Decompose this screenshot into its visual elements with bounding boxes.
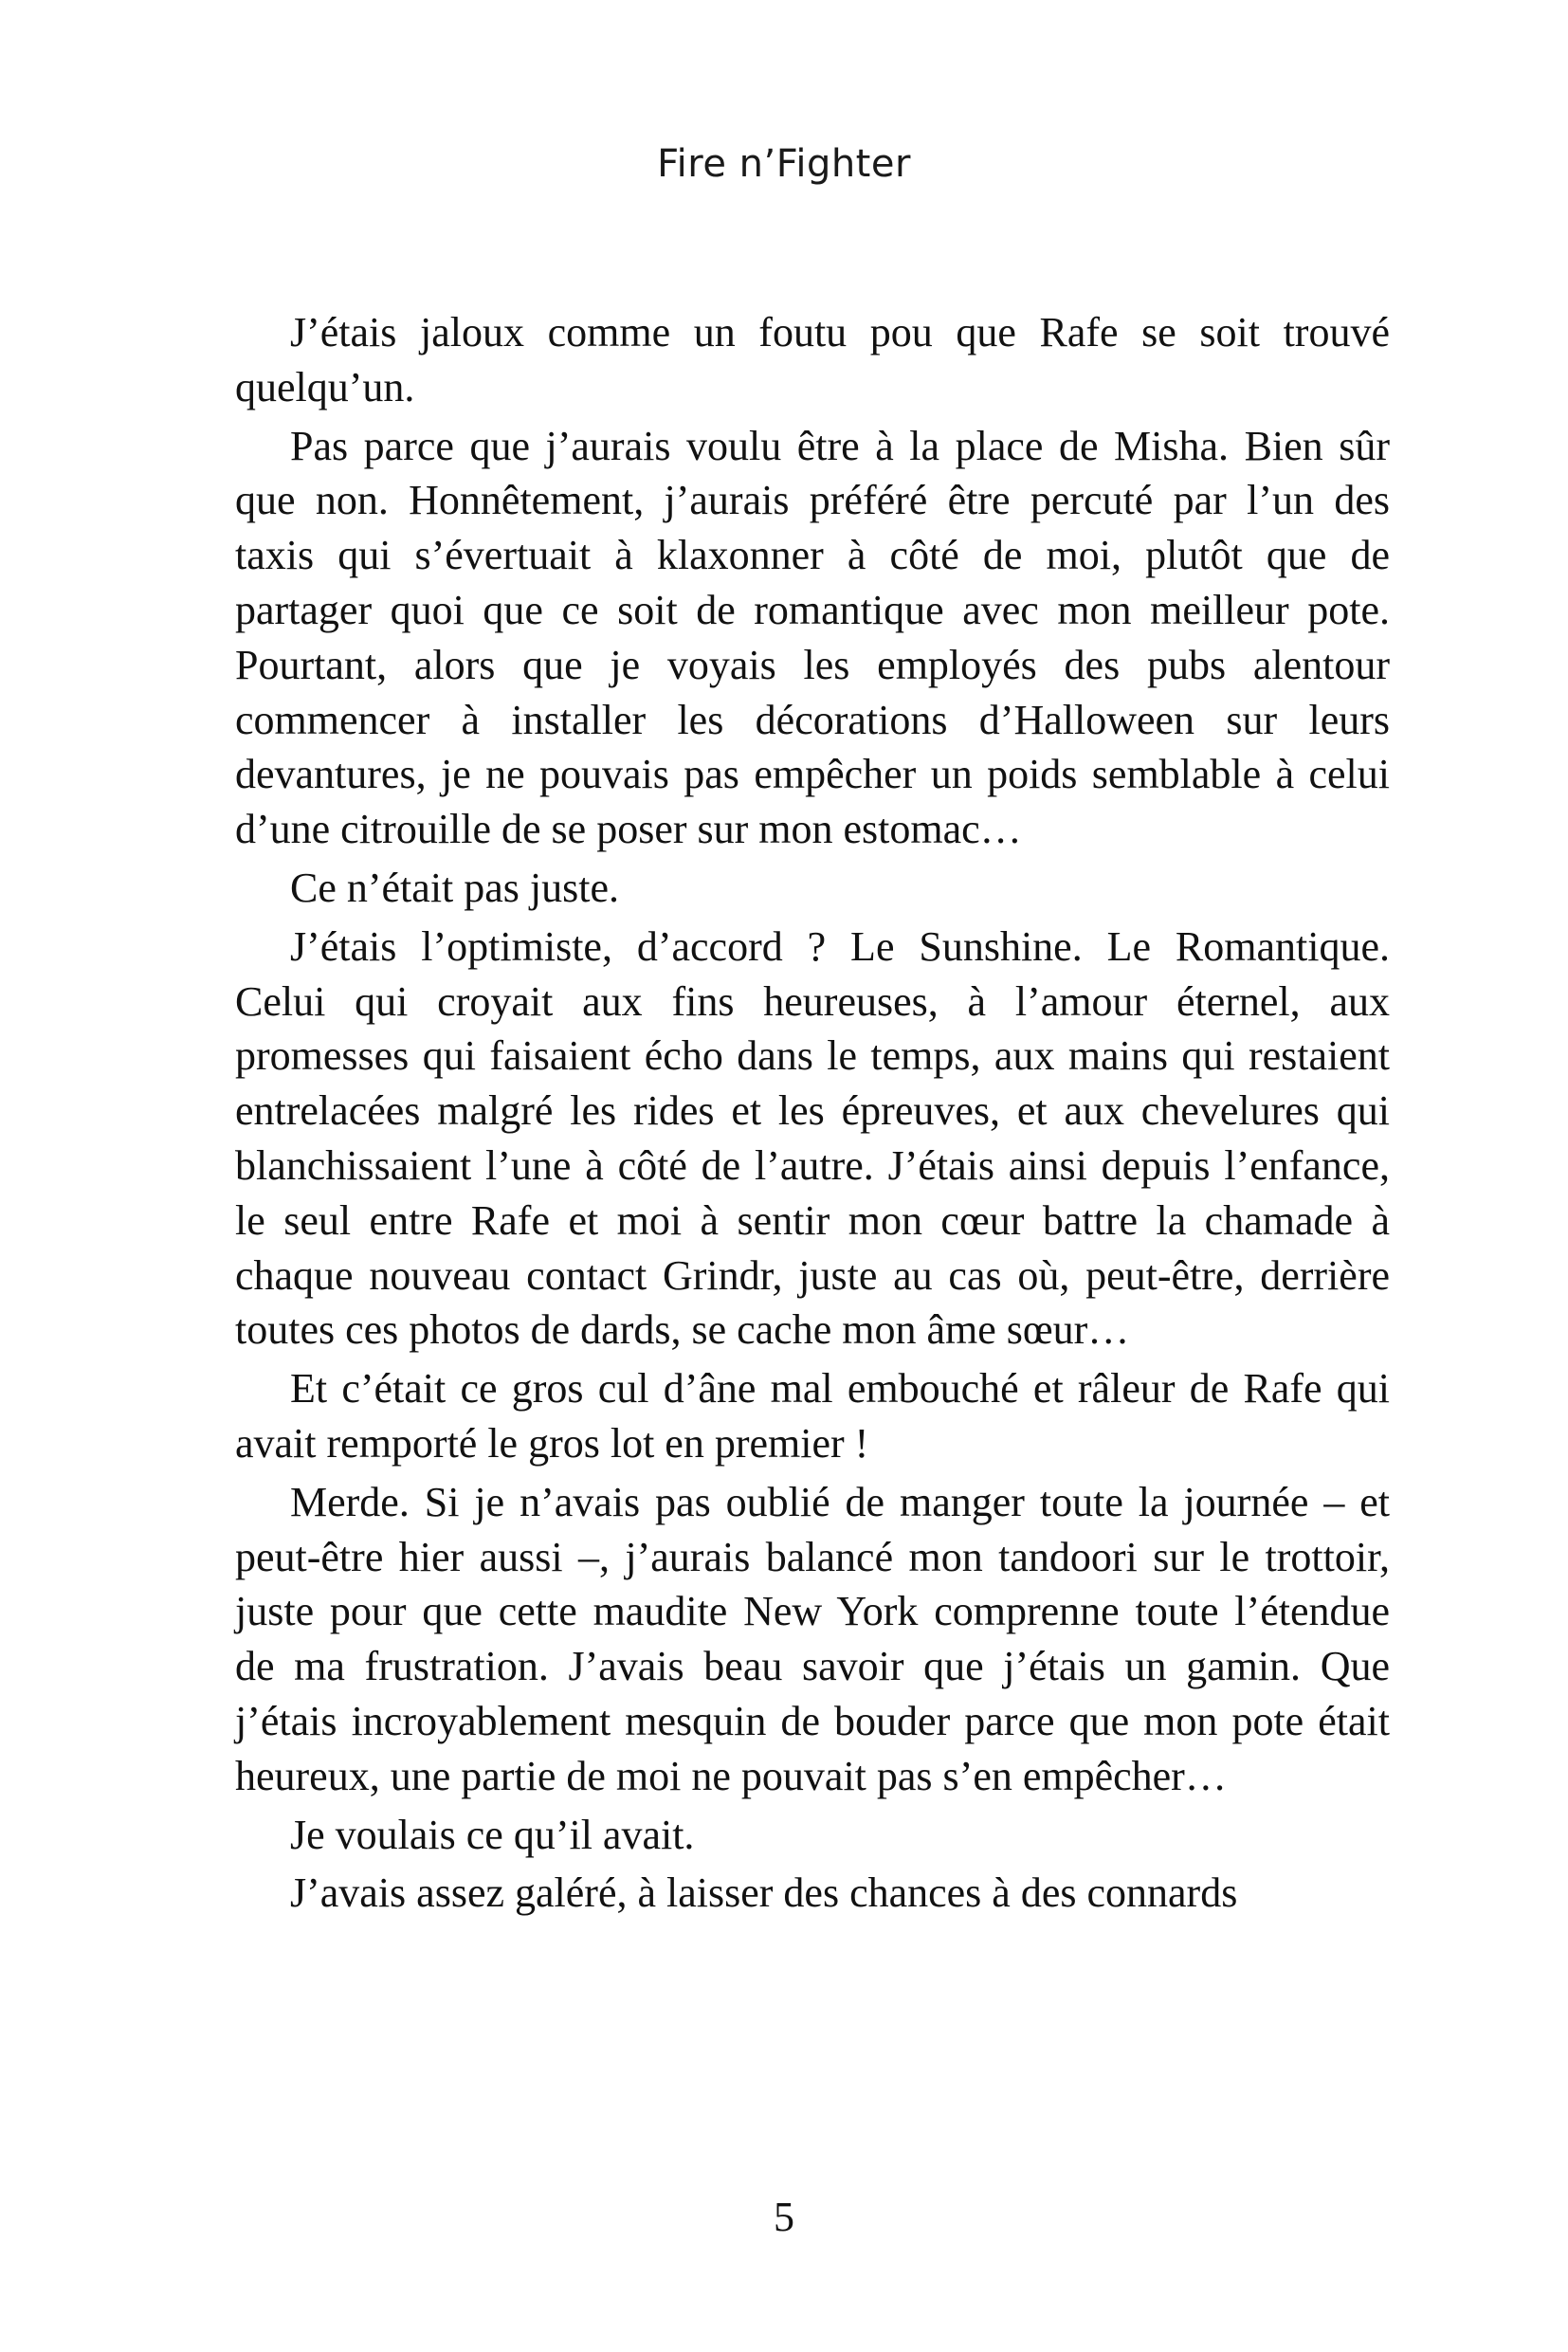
paragraph: Je voulais ce qu’il avait.	[290, 1811, 695, 1858]
paragraph: Et c’était ce gros cul d’âne mal embouché et râleur de Rafe qui avait remporté le gros lot en premier !	[235, 1365, 1390, 1467]
paragraph: J’avais assez galéré, à laisser des chances à des connards	[290, 1869, 1238, 1917]
paragraph: J’étais l’optimiste, d’accord ? Le Sunshine. Le Romantique. Celui qui croyait aux fins heureuses, à l’amour éternel, aux promesses qui faisaient écho dans le temps, aux mains qui restaient entrelacées malgré les rides et les épreuves, et aux chevelures qui blanchissaient l’une à côté de l’autre. J’étais ainsi depuis l’enfance, le seul entre Rafe et moi à sentir mon cœur battre la chamade à chaque nouveau contact Grindr, juste au cas où, peut-être, derrière toutes ces photos de dards, se cache mon âme sœur…	[235, 922, 1390, 1354]
paragraph: Ce n’était pas juste.	[290, 864, 620, 911]
running-header: Fire n’Fighter	[657, 142, 911, 186]
page-number: 5	[774, 2194, 794, 2240]
paragraph: J’étais jaloux comme un foutu pou que Rafe se soit trouvé quelqu’un.	[235, 309, 1390, 410]
paragraph: Pas parce que j’aurais voulu être à la place de Misha. Bien sûr que non. Honnêtement, j’aurais préféré être percuté par l’un des taxis qui s’évertuait à klaxonner à côté de moi, plutôt que de partager quoi que ce soit de romantique avec mon meilleur pote. Pourtant, alors que je voyais les employés des pubs alentour commencer à installer les décorations d’Halloween sur leurs devantures, je ne pouvais pas empêcher un poids semblable à celui d’une citrouille de se poser sur mon estomac…	[235, 422, 1390, 853]
body-text	[235, 305, 1390, 1924]
paragraph: Merde. Si je n’avais pas oublié de manger toute la journée – et peut-être hier aussi –, j’aurais balancé mon tandoori sur le trottoir, juste pour que cette maudite New York comprenne toute l’étendue de ma frustration. J’avais beau savoir que j’étais un gamin. Que j’étais incroyablement mesquin de bouder parce que mon pote était heureux, une partie de moi ne pouvait pas s’en empêcher…	[235, 1478, 1390, 1799]
